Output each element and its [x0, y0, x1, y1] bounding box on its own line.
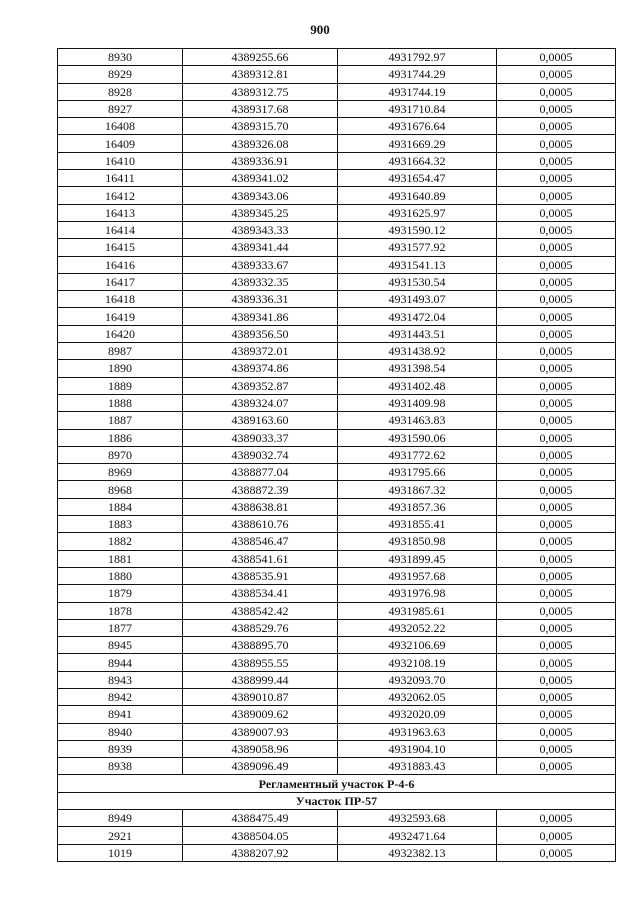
point-number-cell: 8940	[58, 723, 183, 740]
tolerance-cell: 0,0005	[497, 100, 616, 117]
x-coordinate-cell: 4389356.50	[183, 325, 338, 342]
x-coordinate-cell: 4388207.92	[183, 844, 338, 861]
tolerance-cell: 0,0005	[497, 291, 616, 308]
coordinates-table	[57, 48, 616, 862]
x-coordinate-cell: 4389336.91	[183, 152, 338, 169]
y-coordinate-cell: 4931472.04	[338, 308, 497, 325]
table-row	[58, 844, 616, 861]
y-coordinate-cell: 4931957.68	[338, 567, 497, 584]
tolerance-cell: 0,0005	[497, 810, 616, 827]
y-coordinate-cell: 4931493.07	[338, 291, 497, 308]
point-number-cell: 8942	[58, 688, 183, 705]
point-number-cell: 16410	[58, 152, 183, 169]
tolerance-cell: 0,0005	[497, 654, 616, 671]
x-coordinate-cell: 4389163.60	[183, 412, 338, 429]
y-coordinate-cell: 4931795.66	[338, 464, 497, 481]
tolerance-cell: 0,0005	[497, 49, 616, 66]
y-coordinate-cell: 4932093.70	[338, 671, 497, 688]
point-number-cell: 16412	[58, 187, 183, 204]
y-coordinate-cell: 4931744.19	[338, 83, 497, 100]
table-row	[58, 273, 616, 290]
tolerance-cell: 0,0005	[497, 550, 616, 567]
table-row	[58, 516, 616, 533]
point-number-cell: 8930	[58, 49, 183, 66]
table-row	[58, 567, 616, 584]
tolerance-cell: 0,0005	[497, 187, 616, 204]
x-coordinate-cell: 4389333.67	[183, 256, 338, 273]
table-row	[58, 325, 616, 342]
point-number-cell: 16409	[58, 135, 183, 152]
table-row	[58, 481, 616, 498]
section-title: Регламентный участок Р-4-6	[58, 775, 616, 792]
tolerance-cell: 0,0005	[497, 567, 616, 584]
point-number-cell: 8944	[58, 654, 183, 671]
y-coordinate-cell: 4931904.10	[338, 740, 497, 757]
table-row	[58, 343, 616, 360]
table-row	[58, 758, 616, 775]
point-number-cell: 1888	[58, 394, 183, 411]
section-title: Участок ПР-57	[58, 792, 616, 809]
table-row	[58, 810, 616, 827]
point-number-cell: 8928	[58, 83, 183, 100]
x-coordinate-cell: 4389315.70	[183, 118, 338, 135]
table-row	[58, 49, 616, 66]
x-coordinate-cell: 4388542.42	[183, 602, 338, 619]
point-number-cell: 16415	[58, 239, 183, 256]
table-row	[58, 170, 616, 187]
x-coordinate-cell: 4389096.49	[183, 758, 338, 775]
table-row	[58, 66, 616, 83]
point-number-cell: 16419	[58, 308, 183, 325]
x-coordinate-cell: 4389374.86	[183, 360, 338, 377]
x-coordinate-cell: 4388895.70	[183, 637, 338, 654]
tolerance-cell: 0,0005	[497, 308, 616, 325]
x-coordinate-cell: 4389032.74	[183, 446, 338, 463]
point-number-cell: 8927	[58, 100, 183, 117]
tolerance-cell: 0,0005	[497, 273, 616, 290]
tolerance-cell: 0,0005	[497, 343, 616, 360]
tolerance-cell: 0,0005	[497, 481, 616, 498]
x-coordinate-cell: 4389372.01	[183, 343, 338, 360]
point-number-cell: 1877	[58, 619, 183, 636]
tolerance-cell: 0,0005	[497, 758, 616, 775]
table-row	[58, 291, 616, 308]
table-row	[58, 827, 616, 844]
tolerance-cell: 0,0005	[497, 221, 616, 238]
y-coordinate-cell: 4932593.68	[338, 810, 497, 827]
x-coordinate-cell: 4389343.06	[183, 187, 338, 204]
point-number-cell: 16414	[58, 221, 183, 238]
tolerance-cell: 0,0005	[497, 844, 616, 861]
y-coordinate-cell: 4931792.97	[338, 49, 497, 66]
table-row	[58, 360, 616, 377]
table-row	[58, 187, 616, 204]
tolerance-cell: 0,0005	[497, 152, 616, 169]
y-coordinate-cell: 4931669.29	[338, 135, 497, 152]
y-coordinate-cell: 4931899.45	[338, 550, 497, 567]
table-row	[58, 256, 616, 273]
table-row	[58, 239, 616, 256]
x-coordinate-cell: 4388872.39	[183, 481, 338, 498]
table-row	[58, 602, 616, 619]
y-coordinate-cell: 4931664.32	[338, 152, 497, 169]
tolerance-cell: 0,0005	[497, 602, 616, 619]
y-coordinate-cell: 4932020.09	[338, 706, 497, 723]
x-coordinate-cell: 4389010.87	[183, 688, 338, 705]
point-number-cell: 16416	[58, 256, 183, 273]
table-row	[58, 619, 616, 636]
x-coordinate-cell: 4389009.62	[183, 706, 338, 723]
table-row	[58, 308, 616, 325]
table-row	[58, 533, 616, 550]
point-number-cell: 1884	[58, 498, 183, 515]
table-row	[58, 688, 616, 705]
x-coordinate-cell: 4389312.75	[183, 83, 338, 100]
tolerance-cell: 0,0005	[497, 740, 616, 757]
point-number-cell: 1879	[58, 585, 183, 602]
table-row	[58, 723, 616, 740]
tolerance-cell: 0,0005	[497, 585, 616, 602]
tolerance-cell: 0,0005	[497, 706, 616, 723]
y-coordinate-cell: 4931867.32	[338, 481, 497, 498]
point-number-cell: 1878	[58, 602, 183, 619]
table-row	[58, 412, 616, 429]
y-coordinate-cell: 4931963.63	[338, 723, 497, 740]
tolerance-cell: 0,0005	[497, 637, 616, 654]
x-coordinate-cell: 4389332.35	[183, 273, 338, 290]
y-coordinate-cell: 4932062.05	[338, 688, 497, 705]
x-coordinate-cell: 4388955.55	[183, 654, 338, 671]
section-row	[58, 775, 616, 792]
y-coordinate-cell: 4931640.89	[338, 187, 497, 204]
x-coordinate-cell: 4388475.49	[183, 810, 338, 827]
tolerance-cell: 0,0005	[497, 204, 616, 221]
tolerance-cell: 0,0005	[497, 827, 616, 844]
y-coordinate-cell: 4931985.61	[338, 602, 497, 619]
y-coordinate-cell: 4931577.92	[338, 239, 497, 256]
point-number-cell: 8945	[58, 637, 183, 654]
point-number-cell: 8939	[58, 740, 183, 757]
y-coordinate-cell: 4931976.98	[338, 585, 497, 602]
y-coordinate-cell: 4931850.98	[338, 533, 497, 550]
tolerance-cell: 0,0005	[497, 118, 616, 135]
point-number-cell: 1890	[58, 360, 183, 377]
point-number-cell: 8968	[58, 481, 183, 498]
x-coordinate-cell: 4388541.61	[183, 550, 338, 567]
point-number-cell: 16408	[58, 118, 183, 135]
x-coordinate-cell: 4389326.08	[183, 135, 338, 152]
y-coordinate-cell: 4932108.19	[338, 654, 497, 671]
x-coordinate-cell: 4389033.37	[183, 429, 338, 446]
y-coordinate-cell: 4932382.13	[338, 844, 497, 861]
table-row	[58, 464, 616, 481]
tolerance-cell: 0,0005	[497, 83, 616, 100]
tolerance-cell: 0,0005	[497, 394, 616, 411]
y-coordinate-cell: 4932052.22	[338, 619, 497, 636]
table-row	[58, 100, 616, 117]
x-coordinate-cell: 4389341.02	[183, 170, 338, 187]
table-row	[58, 394, 616, 411]
point-number-cell: 8943	[58, 671, 183, 688]
point-number-cell: 8970	[58, 446, 183, 463]
x-coordinate-cell: 4389058.96	[183, 740, 338, 757]
x-coordinate-cell: 4388534.41	[183, 585, 338, 602]
x-coordinate-cell: 4389343.33	[183, 221, 338, 238]
x-coordinate-cell: 4389007.93	[183, 723, 338, 740]
x-coordinate-cell: 4389324.07	[183, 394, 338, 411]
coordinates-table-body	[58, 49, 616, 862]
x-coordinate-cell: 4388638.81	[183, 498, 338, 515]
table-row	[58, 221, 616, 238]
page-number: 900	[310, 22, 330, 37]
x-coordinate-cell: 4389255.66	[183, 49, 338, 66]
point-number-cell: 16411	[58, 170, 183, 187]
tolerance-cell: 0,0005	[497, 429, 616, 446]
x-coordinate-cell: 4388610.76	[183, 516, 338, 533]
y-coordinate-cell: 4931402.48	[338, 377, 497, 394]
y-coordinate-cell: 4931855.41	[338, 516, 497, 533]
point-number-cell: 8949	[58, 810, 183, 827]
y-coordinate-cell: 4931443.51	[338, 325, 497, 342]
tolerance-cell: 0,0005	[497, 516, 616, 533]
y-coordinate-cell: 4931710.84	[338, 100, 497, 117]
point-number-cell: 8929	[58, 66, 183, 83]
y-coordinate-cell: 4931541.13	[338, 256, 497, 273]
point-number-cell: 1882	[58, 533, 183, 550]
x-coordinate-cell: 4389341.86	[183, 308, 338, 325]
y-coordinate-cell: 4931530.54	[338, 273, 497, 290]
x-coordinate-cell: 4389352.87	[183, 377, 338, 394]
table-row	[58, 740, 616, 757]
point-number-cell: 8938	[58, 758, 183, 775]
y-coordinate-cell: 4932106.69	[338, 637, 497, 654]
x-coordinate-cell: 4388529.76	[183, 619, 338, 636]
table-row	[58, 550, 616, 567]
x-coordinate-cell: 4388535.91	[183, 567, 338, 584]
tolerance-cell: 0,0005	[497, 533, 616, 550]
point-number-cell: 2921	[58, 827, 183, 844]
table-row	[58, 377, 616, 394]
table-row	[58, 706, 616, 723]
tolerance-cell: 0,0005	[497, 412, 616, 429]
tolerance-cell: 0,0005	[497, 619, 616, 636]
x-coordinate-cell: 4388877.04	[183, 464, 338, 481]
tolerance-cell: 0,0005	[497, 671, 616, 688]
point-number-cell: 8969	[58, 464, 183, 481]
tolerance-cell: 0,0005	[497, 256, 616, 273]
x-coordinate-cell: 4389341.44	[183, 239, 338, 256]
point-number-cell: 8987	[58, 343, 183, 360]
y-coordinate-cell: 4932471.64	[338, 827, 497, 844]
tolerance-cell: 0,0005	[497, 239, 616, 256]
tolerance-cell: 0,0005	[497, 325, 616, 342]
y-coordinate-cell: 4931438.92	[338, 343, 497, 360]
point-number-cell: 1881	[58, 550, 183, 567]
x-coordinate-cell: 4388504.05	[183, 827, 338, 844]
y-coordinate-cell: 4931676.64	[338, 118, 497, 135]
table-row	[58, 498, 616, 515]
point-number-cell: 1880	[58, 567, 183, 584]
tolerance-cell: 0,0005	[497, 688, 616, 705]
table-row	[58, 204, 616, 221]
y-coordinate-cell: 4931772.62	[338, 446, 497, 463]
y-coordinate-cell: 4931857.36	[338, 498, 497, 515]
tolerance-cell: 0,0005	[497, 66, 616, 83]
x-coordinate-cell: 4388999.44	[183, 671, 338, 688]
y-coordinate-cell: 4931398.54	[338, 360, 497, 377]
tolerance-cell: 0,0005	[497, 464, 616, 481]
y-coordinate-cell: 4931590.12	[338, 221, 497, 238]
table-row	[58, 446, 616, 463]
table-row	[58, 118, 616, 135]
y-coordinate-cell: 4931463.83	[338, 412, 497, 429]
table-row	[58, 654, 616, 671]
table-row	[58, 152, 616, 169]
point-number-cell: 1886	[58, 429, 183, 446]
tolerance-cell: 0,0005	[497, 377, 616, 394]
tolerance-cell: 0,0005	[497, 360, 616, 377]
table-row	[58, 135, 616, 152]
y-coordinate-cell: 4931409.98	[338, 394, 497, 411]
x-coordinate-cell: 4389312.81	[183, 66, 338, 83]
point-number-cell: 1019	[58, 844, 183, 861]
x-coordinate-cell: 4388546.47	[183, 533, 338, 550]
x-coordinate-cell: 4389345.25	[183, 204, 338, 221]
tolerance-cell: 0,0005	[497, 170, 616, 187]
y-coordinate-cell: 4931654.47	[338, 170, 497, 187]
y-coordinate-cell: 4931590.06	[338, 429, 497, 446]
y-coordinate-cell: 4931883.43	[338, 758, 497, 775]
tolerance-cell: 0,0005	[497, 135, 616, 152]
table-row	[58, 429, 616, 446]
table-row	[58, 83, 616, 100]
point-number-cell: 8941	[58, 706, 183, 723]
table-row	[58, 671, 616, 688]
tolerance-cell: 0,0005	[497, 446, 616, 463]
y-coordinate-cell: 4931625.97	[338, 204, 497, 221]
point-number-cell: 16413	[58, 204, 183, 221]
table-row	[58, 637, 616, 654]
point-number-cell: 1887	[58, 412, 183, 429]
point-number-cell: 16420	[58, 325, 183, 342]
section-row	[58, 792, 616, 809]
point-number-cell: 16417	[58, 273, 183, 290]
y-coordinate-cell: 4931744.29	[338, 66, 497, 83]
table-row	[58, 585, 616, 602]
x-coordinate-cell: 4389336.31	[183, 291, 338, 308]
x-coordinate-cell: 4389317.68	[183, 100, 338, 117]
tolerance-cell: 0,0005	[497, 498, 616, 515]
point-number-cell: 1883	[58, 516, 183, 533]
tolerance-cell: 0,0005	[497, 723, 616, 740]
point-number-cell: 1889	[58, 377, 183, 394]
point-number-cell: 16418	[58, 291, 183, 308]
